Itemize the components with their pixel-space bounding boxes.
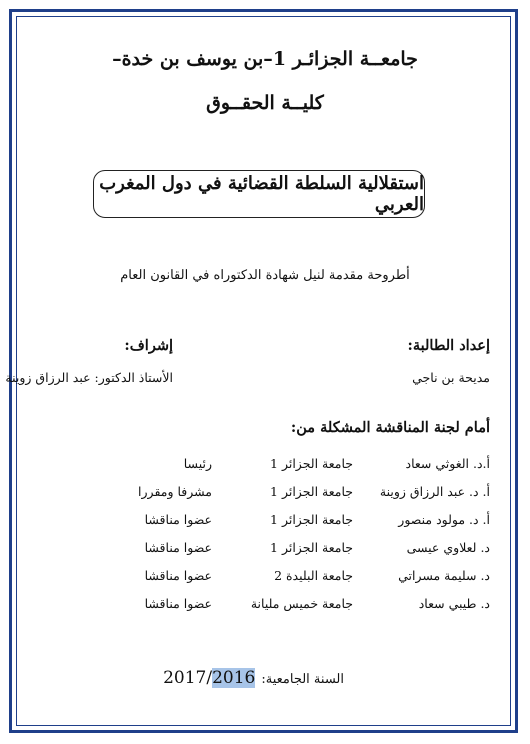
member-university: جامعة الجزائر 1: [270, 484, 353, 499]
member-name: د. سليمة مسراتي: [398, 568, 490, 583]
prepared-by-label: إعداد الطالبة:: [407, 337, 490, 354]
university-name: جامعــة الجزائـر 1–بن يوسف بن خدة–: [112, 48, 418, 70]
academic-year-label: السنة الجامعية:: [261, 672, 344, 687]
member-role: رئيسا: [183, 456, 212, 471]
thesis-title-box: [93, 170, 425, 218]
academic-year-end: 2017: [163, 668, 207, 688]
committee-label: أمام لجنة المناقشة المشكلة من:: [290, 419, 490, 436]
academic-year-start: 2016: [212, 668, 256, 688]
academic-year: [163, 668, 344, 688]
faculty-name: كليــة الحقــوق: [206, 92, 324, 114]
supervision-label: إشراف:: [124, 337, 173, 354]
member-role: عضوا مناقشا: [144, 596, 212, 611]
supervisor-name: الأستاذ الدكتور: عبد الرزاق زوينة: [5, 370, 173, 385]
member-role: عضوا مناقشا: [144, 540, 212, 555]
member-role: مشرفا ومقررا: [138, 484, 212, 499]
member-university: جامعة الجزائر 1: [270, 512, 353, 527]
member-role: عضوا مناقشا: [144, 568, 212, 583]
member-name: أ.د. الغوثي سعاد: [405, 456, 490, 471]
member-role: عضوا مناقشا: [144, 512, 212, 527]
member-name: أ. د. عبد الرزاق زوينة: [379, 484, 490, 499]
member-name: أ. د. مولود منصور: [398, 512, 490, 527]
member-name: د. طيبي سعاد: [418, 596, 490, 611]
member-name: د. لعلاوي عيسى: [406, 540, 490, 555]
academic-year-separator: /: [206, 668, 213, 688]
member-university: جامعة الجزائر 1: [270, 456, 353, 471]
member-university: جامعة خميس مليانة: [250, 596, 353, 611]
thesis-subtitle: أطروحة مقدمة لنيل شهادة الدكتوراه في القانون العام: [120, 268, 410, 283]
student-name: مديحة بن ناجي: [412, 370, 490, 385]
academic-year-value: [163, 668, 255, 688]
member-university: جامعة البليدة 2: [274, 568, 353, 583]
thesis-title: استقلالية السلطة القضائية في دول المغرب العربي: [99, 173, 424, 215]
member-university: جامعة الجزائر 1: [270, 540, 353, 555]
